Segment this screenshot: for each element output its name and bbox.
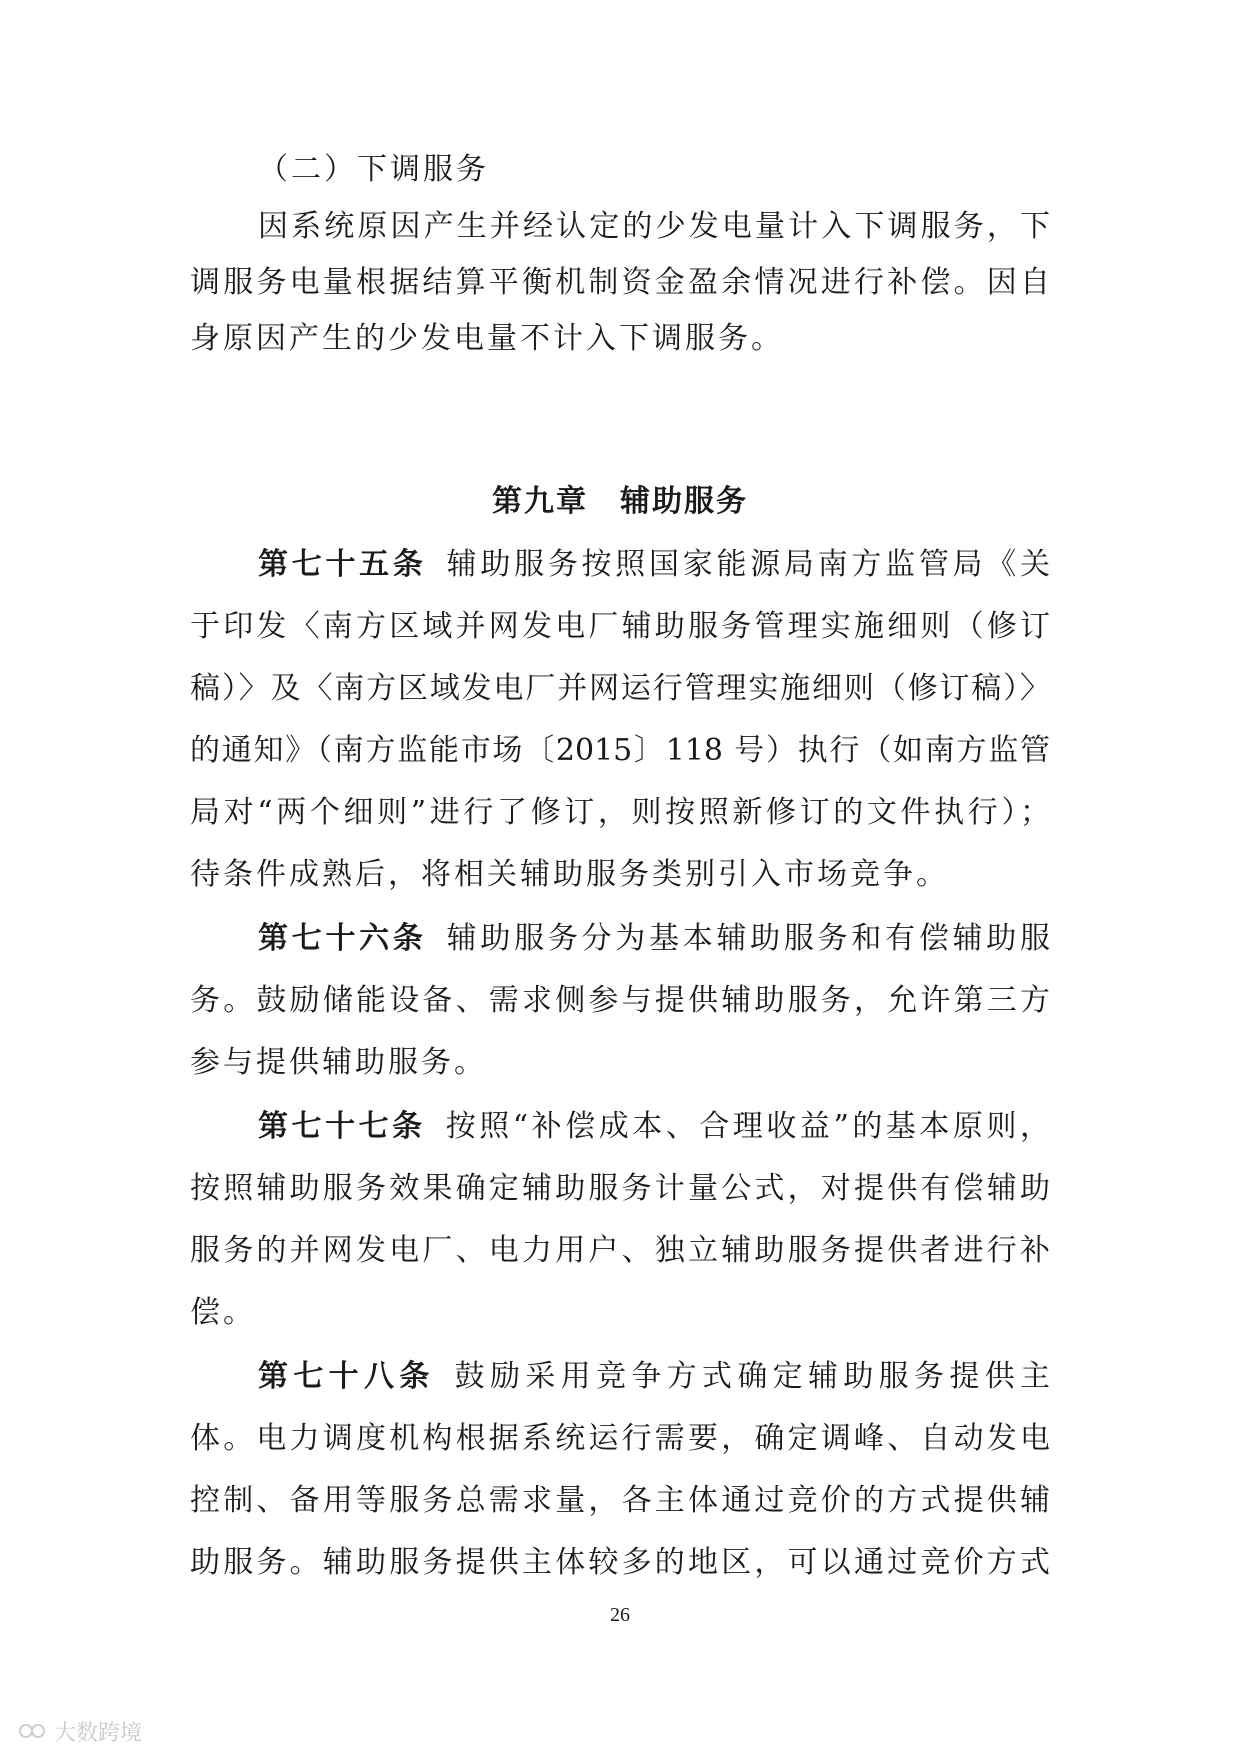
paragraph-line: 体。电力调度机构根据系统运行需要，确定调峰、自动发电 <box>190 1421 1050 1456</box>
paragraph-line: 参与提供辅助服务。 <box>190 1045 487 1080</box>
article-first-line <box>258 919 1050 959</box>
article-text: 按照“补偿成本、合理收益”的基本原则， <box>445 1109 1050 1144</box>
article-text: 辅助服务分为基本辅助服务和有偿辅助服 <box>446 921 1051 956</box>
paragraph-line: 待条件成熟后，将相关辅助服务类别引入市场竞争。 <box>190 857 949 892</box>
paragraph-line: 身原因产生的少发电量不计入下调服务。 <box>190 321 784 356</box>
chapter-number: 第九章 <box>492 484 588 519</box>
paragraph-line: 调服务电量根据结算平衡机制资金盈余情况进行补偿。因自 <box>190 265 1050 300</box>
paragraph-line: 务。鼓励储能设备、需求侧参与提供辅助服务，允许第三方 <box>190 983 1050 1018</box>
chapter-title: 辅助服务 <box>620 484 748 519</box>
chapter-heading <box>0 482 1240 522</box>
article-label: 第七十八条 <box>258 1359 435 1394</box>
paragraph-line: 服务的并网发电厂、电力用户、独立辅助服务提供者进行补 <box>190 1233 1050 1268</box>
article-label: 第七十五条 <box>258 547 427 582</box>
paragraph-line: 按照辅助服务效果确定辅助服务计量公式，对提供有偿辅助 <box>190 1171 1050 1206</box>
article-text: 鼓励采用竞争方式确定辅助服务提供主 <box>454 1359 1051 1394</box>
paragraph-line: 控制、备用等服务总需求量，各主体通过竞价的方式提供辅 <box>190 1483 1050 1518</box>
paragraph-line: 局对“两个细则”进行了修订，则按照新修订的文件执行）； <box>190 795 1050 830</box>
paragraph-line: 于印发〈南方区域并网发电厂辅助服务管理实施细则（修订 <box>190 609 1050 644</box>
paragraph-line: 因系统原因产生并经认定的少发电量计入下调服务，下 <box>258 209 1050 244</box>
paragraph-line: 助服务。辅助服务提供主体较多的地区，可以通过竞价方式 <box>190 1545 1050 1580</box>
watermark-text: 大数跨境 <box>54 1720 143 1746</box>
article-first-line <box>258 1107 1050 1147</box>
article-first-line <box>258 1357 1050 1397</box>
page-number: 26 <box>610 1604 630 1626</box>
paragraph-line: 的通知》（南方监能市场〔2015〕118 号）执行（如南方监管 <box>190 733 1050 768</box>
watermark-logo-icon <box>18 1719 48 1743</box>
paragraph-line: 偿。 <box>190 1295 256 1330</box>
watermark <box>18 1716 142 1746</box>
article-first-line <box>258 545 1050 585</box>
article-label: 第七十七条 <box>258 1109 426 1144</box>
article-label: 第七十六条 <box>258 921 427 956</box>
article-text: 辅助服务按照国家能源局南方监管局《关 <box>446 547 1051 582</box>
section-heading: （二）下调服务 <box>258 152 489 187</box>
paragraph-line: 稿）〉及〈南方区域发电厂并网运行管理实施细则（修订稿）〉 <box>190 671 1050 706</box>
